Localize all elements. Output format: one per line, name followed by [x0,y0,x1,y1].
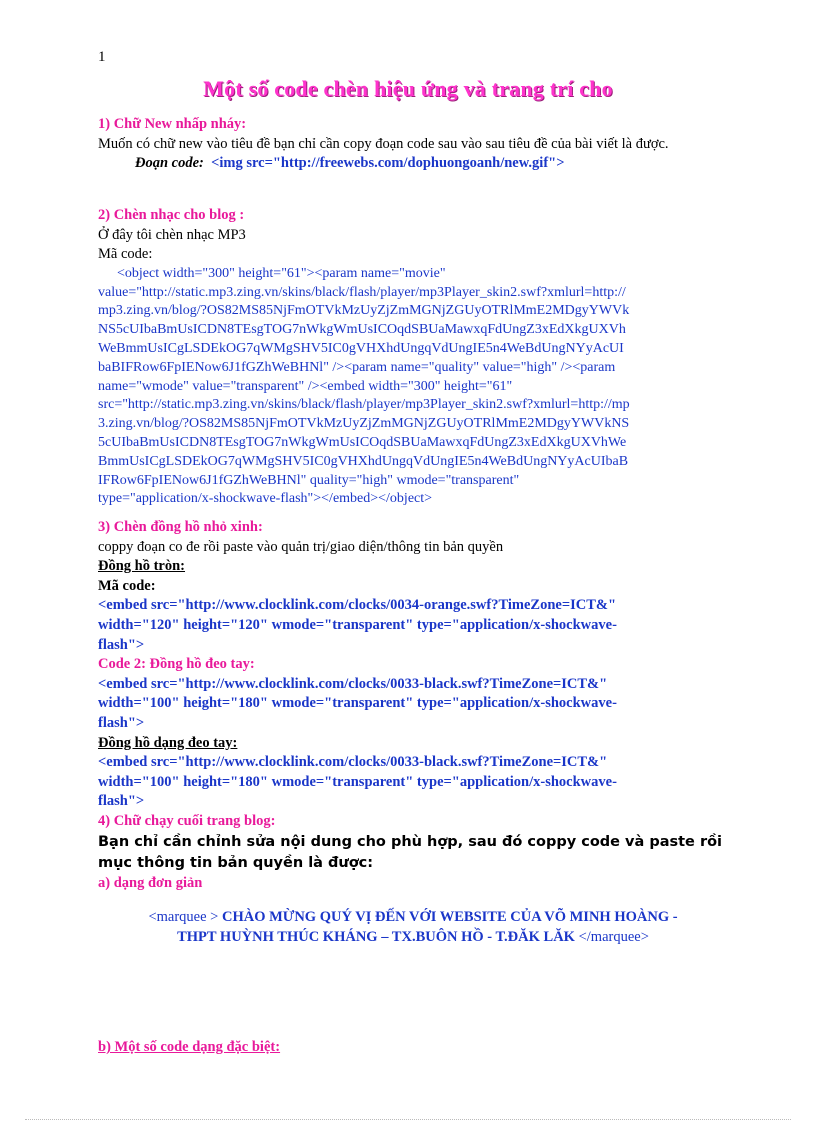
watch-style-code [98,753,728,812]
marquee-text-2: THPT HUỲNH THÚC KHÁNG – TX.BUÔN HỒ - T.ĐĂK LĂK [177,928,579,945]
code-line: flash"> [98,636,145,653]
code-line: WeBmmUsICgLSDEkOG7qWMgSHV5IC0gVHXhdUngqVdUngIE5n4WeBdUngNYyAcUI [98,340,624,356]
code-line: NS5cUIbaBmUsICDN8TEsgTOG7nWkgWmUsICOqdSBUaMawxqFdUngZ3xEdXkgUXVh [98,322,626,338]
marquee-code [98,908,728,947]
code-line: value="http://static.mp3.zing.vn/skins/black/flash/player/mp3Player_skin2.swf?xmlurl=http:// [98,284,626,300]
new-gif-code: <img src="http://freewebs.com/dophuongoanh/new.gif"> [211,155,565,172]
section-2-line2: Mã code: [98,246,153,263]
section-1 [98,115,728,174]
code-line: <embed src="http://www.clocklink.com/clocks/0034-orange.swf?TimeZone=ICT&" [98,597,617,614]
marquee-text-1: CHÀO MỪNG QUÝ VỊ ĐẾN VỚI WEBSITE CỦA VÕ MINH HOÀNG - [218,909,678,925]
section-2 [98,206,728,509]
section-3-heading: 3) Chèn đồng hồ nhỏ xinh: [98,519,263,535]
code-line: name="wmode" value="transparent" /><embed width="300" height="61" [98,378,513,394]
code-line: <embed src="http://www.clocklink.com/clocks/0033-black.swf?TimeZone=ICT&" [98,675,608,692]
page-bottom-divider [25,1119,791,1120]
code-line: width="100" height="180" wmode="transparent" type="application/x-shockwave- [98,773,617,790]
code-label: Đoạn code: [135,155,204,172]
code-line: width="100" height="180" wmode="transparent" type="application/x-shockwave- [98,695,617,712]
code-line: baBIFRow6FpIENow6J1fGZhWeBHNl" /><param name="quality" value="high" /><param [98,359,616,375]
section-4-text: Bạn chỉ cần chỉnh sửa nội dung cho phù hợp, sau đó coppy code và paste rồi mục thông tin bản quyền là được: [98,833,723,871]
special-style-subheading: b) Một số code dạng đặc biệt: [98,1039,281,1055]
section-1-heading: 1) Chữ New nhấp nháy: [98,116,247,132]
code-line: flash"> [98,714,145,731]
code-line: src="http://static.mp3.zing.vn/skins/black/flash/player/mp3Player_skin2.swf?xmlurl=http://mp [98,397,630,413]
round-clock-code-label: Mã code: [98,577,156,594]
code-line: <object width="300" height="61"><param name="movie" [117,265,446,281]
code2-subheading: Code 2: Đồng hồ đeo tay: [98,656,255,673]
section-4-heading: 4) Chữ chạy cuối trang blog: [98,813,276,829]
code-line: mp3.zing.vn/blog/?OS82MS85NjFmOTVkMzUyZjZmMGNjZGUyOTRlMmE2MDgyYWVk [98,303,630,319]
section-2-heading: 2) Chèn nhạc cho blog : [98,207,245,223]
watch-style-subheading: Đồng hồ dạng đeo tay: [98,734,238,751]
code-line: <embed src="http://www.clocklink.com/clocks/0033-black.swf?TimeZone=ICT&" [98,754,608,771]
section-4b [98,1038,728,1058]
section-1-text: Muốn có chữ new vào tiêu đề bạn chỉ cần copy đoạn code sau vào sau tiêu đề của bài viết là được. [98,135,669,152]
section-3-line1: coppy đoạn co đe rồi paste vào quản trị/giao diện/thông tin bản quyền [98,538,504,555]
code-line: BmmUsICgLSDEkOG7qWMgSHV5IC0gVHXhdUngqVdUngIE5n4WeBdUngNYyAcUIbaB [98,453,629,469]
section-3 [98,518,728,812]
simple-style-subheading: a) dạng đơn giản [98,874,203,891]
marquee-close-tag: </marquee> [578,928,649,945]
round-clock-code [98,596,728,655]
code-line: 5cUIbaBmUsICDN8TEsgTOG7nWkgWmUsICOqdSBUaMawxqFdUngZ3xEdXkgUXVhWe [98,434,627,450]
section-1-code-line [98,154,728,174]
marquee-open-tag: <marquee > [148,909,219,925]
round-clock-subheading: Đồng hồ tròn: [98,558,186,575]
page-number: 1 [98,49,106,65]
code-line: type="application/x-shockwave-flash"></embed></object> [98,491,433,507]
music-code-block [98,265,728,509]
code-line: width="120" height="120" wmode="transparent" type="application/x-shockwave- [98,616,617,633]
section-2-line1: Ở đây tôi chèn nhạc MP3 [98,226,246,243]
watch-clock-code [98,675,728,734]
section-4 [98,812,728,893]
code-line: 3.zing.vn/blog/?OS82MS85NjFmOTVkMzUyZjZmMGNjZGUyOTRlMmE2MDgyYWVkNS [98,416,630,432]
code-line: IFRow6FpIENow6J1fGZhWeBHNl" quality="high" wmode="transparent" [98,472,520,488]
page-title: Một số code chèn hiệu ứng và trang trí cho [203,76,613,101]
code-line: flash"> [98,793,145,810]
